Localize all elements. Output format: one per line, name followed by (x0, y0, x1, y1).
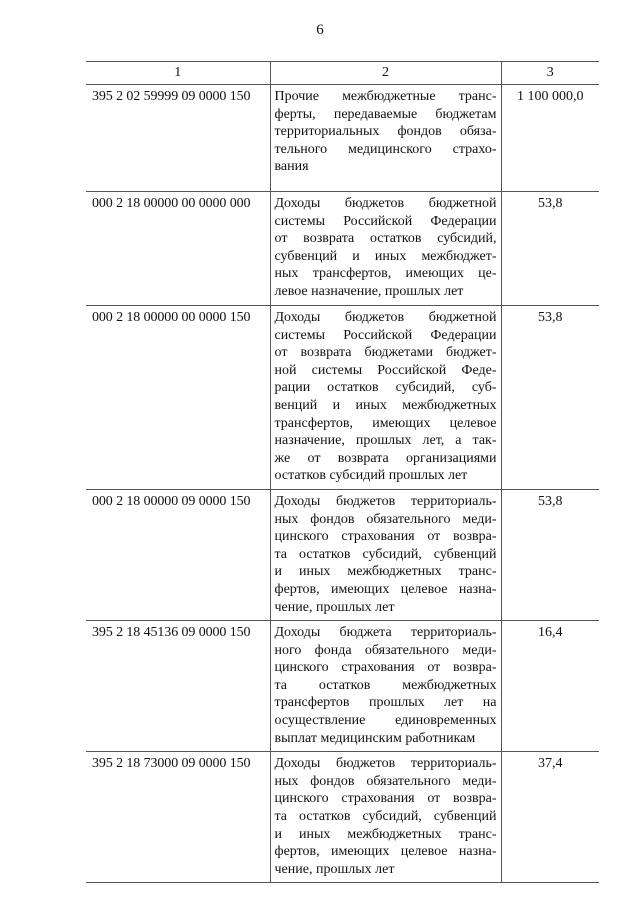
amount-cell: 1 100 000,0 (501, 85, 599, 192)
budget-code-cell: 000 2 18 00000 09 0000 150 (86, 489, 270, 620)
description-line: и иных межбюджетных транс- (274, 564, 497, 580)
description-line: и иных межбюджетных транс- (274, 826, 497, 842)
description-line: цинского страхования от возвра- (274, 791, 497, 807)
table-row (86, 752, 599, 883)
description-line: вания (274, 159, 309, 175)
description-cell (270, 752, 501, 883)
amount-cell: 53,8 (501, 306, 599, 490)
column-header: 3 (501, 62, 599, 85)
description-line: тельного медицинского страхо- (274, 141, 497, 157)
description-line: левое назначение, прошлых лет (274, 283, 464, 299)
description-line: фертов, имеющих целевое назна- (274, 844, 497, 860)
description-line: выплат медицинским работникам (274, 730, 476, 746)
table-row (86, 85, 599, 192)
description-line: цинского страхования от возвра- (274, 529, 497, 545)
budget-table (86, 61, 599, 883)
description-cell (270, 85, 501, 192)
budget-code-cell: 395 2 02 59999 09 0000 150 (86, 85, 270, 192)
description-line: венций и иных межбюджетных (274, 397, 497, 413)
description-line: системы Российской Федерации (274, 213, 497, 229)
amount-cell: 16,4 (501, 621, 599, 752)
description-line: ной системы Российской Феде- (274, 362, 497, 378)
description-line: ферты, передаваемые бюджетам (274, 106, 497, 122)
description-line: Доходы бюджетов бюджетной (274, 310, 497, 325)
description-line: Прочие межбюджетные транс- (274, 89, 497, 104)
page-number: 6 (316, 22, 324, 38)
description-line: рации остатков субсидий, суб- (274, 380, 497, 396)
description-line: ных фондов обязательного меди- (274, 511, 497, 527)
description-line: от возврата остатков субсидий, (274, 231, 497, 247)
amount-cell: 53,8 (501, 192, 599, 306)
description-line: остатков субсидий прошлых лет (274, 468, 468, 484)
amount-cell: 53,8 (501, 489, 599, 620)
column-header: 1 (86, 62, 270, 85)
description-line: чение, прошлых лет (274, 599, 395, 615)
column-header: 2 (270, 62, 501, 85)
budget-code-cell: 000 2 18 00000 00 0000 150 (86, 306, 270, 490)
description-line: же от возврата организациями (274, 450, 497, 466)
budget-code-cell: 395 2 18 73000 09 0000 150 (86, 752, 270, 883)
description-line: Доходы бюджетов территориаль- (274, 493, 497, 509)
description-line: от возврата бюджетами бюджет- (274, 345, 497, 361)
description-cell (270, 192, 501, 306)
description-line: трансфертов прошлых лет на (274, 695, 497, 711)
description-line: ного фонда обязательного меди- (274, 642, 497, 658)
description-line: трансфертов, имеющих целевое (274, 415, 497, 431)
description-line: чение, прошлых лет (274, 861, 395, 877)
description-line: Доходы бюджетов бюджетной (274, 196, 497, 211)
description-line: ных фондов обязательного меди- (274, 773, 497, 789)
budget-code-cell: 000 2 18 00000 00 0000 000 (86, 192, 270, 306)
description-line: Доходы бюджета территориаль- (274, 625, 497, 641)
table-row (86, 192, 599, 306)
table-row (86, 306, 599, 490)
description-line: Доходы бюджетов территориаль- (274, 756, 497, 772)
description-cell (270, 306, 501, 490)
amount-cell: 37,4 (501, 752, 599, 883)
table-header-row (86, 62, 599, 85)
table-row (86, 621, 599, 752)
description-line: та остатков межбюджетных (274, 677, 497, 693)
description-line: ных трансфертов, имеющих це- (274, 266, 497, 282)
description-line: субвенций и иных межбюджет- (274, 248, 497, 264)
description-line: осуществление единовременных (274, 713, 497, 729)
table-row (86, 489, 599, 620)
description-cell (270, 489, 501, 620)
description-cell (270, 621, 501, 752)
description-line: территориальных фондов обяза- (274, 124, 497, 140)
description-line: та остатков субсидий, субвенций (274, 809, 497, 825)
description-line: системы Российской Федерации (274, 327, 497, 343)
description-line: фертов, имеющих целевое назна- (274, 581, 497, 597)
budget-code-cell: 395 2 18 45136 09 0000 150 (86, 621, 270, 752)
description-line: цинского страхования от возвра- (274, 660, 497, 676)
description-line: назначение, прошлых лет, а так- (274, 433, 497, 449)
description-line: та остатков субсидий, субвенций (274, 546, 497, 562)
